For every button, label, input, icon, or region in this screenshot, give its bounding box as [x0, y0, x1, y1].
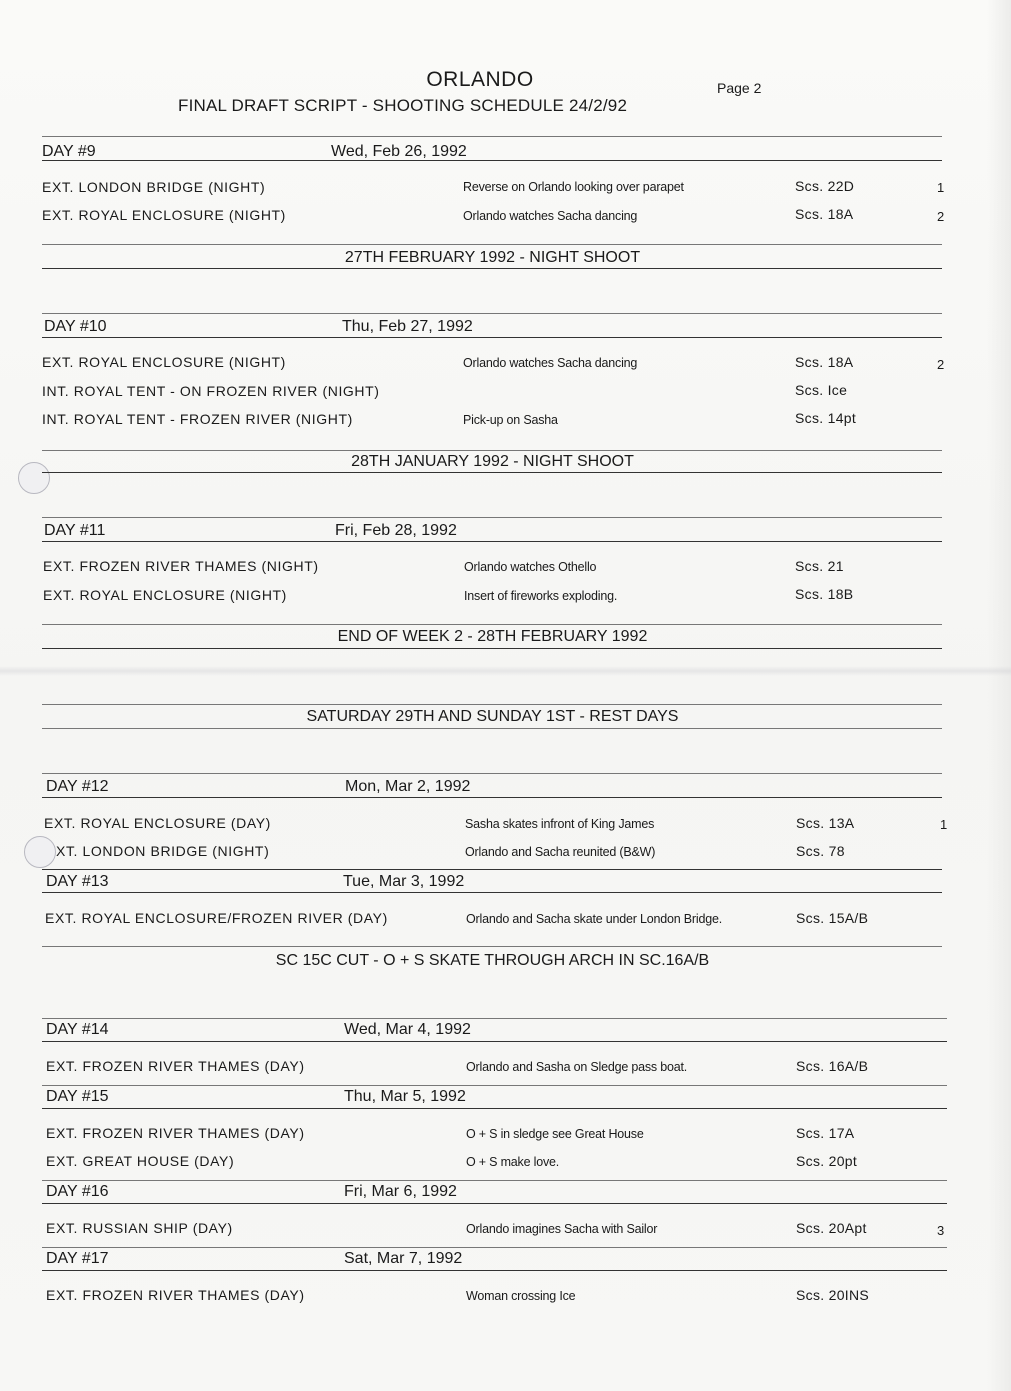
rule: [42, 1018, 947, 1019]
rule: [42, 892, 942, 893]
rule: [42, 797, 942, 798]
scene-number: Scs. 18B: [795, 586, 854, 602]
rule: [42, 728, 942, 729]
day-label: DAY #13: [46, 873, 109, 890]
schedule-banner: 28TH JANUARY 1992 - NIGHT SHOOT: [351, 453, 634, 470]
scene-description: Insert of fireworks exploding.: [464, 589, 618, 603]
day-date: Sat, Mar 7, 1992: [344, 1250, 463, 1267]
rule: [42, 1247, 947, 1248]
rule: [42, 337, 942, 338]
paper-fold-crease: [0, 666, 1011, 676]
scene-number: Scs. 14pt: [795, 410, 857, 426]
scene-location: EXT. FROZEN RIVER THAMES (NIGHT): [43, 558, 319, 574]
day-label: DAY #9: [42, 143, 96, 160]
scene-description: Orlando and Sasha on Sledge pass boat.: [466, 1060, 688, 1074]
scene-number: Scs. Ice: [795, 382, 848, 398]
day-date: Tue, Mar 3, 1992: [343, 873, 465, 890]
document-subtitle: FINAL DRAFT SCRIPT - SHOOTING SCHEDULE 24/2/92: [178, 96, 628, 115]
scene-number: Scs. 22D: [795, 178, 855, 194]
page-count: 2: [937, 357, 945, 372]
scene-description: Woman crossing Ice: [466, 1289, 576, 1303]
day-label: DAY #16: [46, 1183, 109, 1200]
rule: [42, 1270, 947, 1271]
page-number: Page 2: [717, 80, 762, 96]
day-date: Fri, Mar 6, 1992: [344, 1183, 457, 1200]
scene-description: Orlando watches Sacha dancing: [463, 356, 638, 370]
day-date: Wed, Mar 4, 1992: [344, 1021, 471, 1038]
rule: [42, 472, 942, 473]
scene-location: EXT. GREAT HOUSE (DAY): [46, 1153, 235, 1169]
scene-location: EXT. ROYAL ENCLOSURE (NIGHT): [42, 207, 286, 223]
rule: [42, 869, 942, 870]
scene-number: Scs. 18A: [795, 206, 854, 222]
scene-location: EXT. RUSSIAN SHIP (DAY): [46, 1220, 233, 1236]
rule: [42, 136, 942, 137]
page-count: 1: [937, 180, 945, 195]
schedule-banner: SC 15C CUT - O + S SKATE THROUGH ARCH IN SC.16A/B: [275, 952, 710, 969]
scene-description: Sasha skates infront of King James: [465, 817, 655, 831]
rule: [42, 624, 942, 625]
day-date: Wed, Feb 26, 1992: [331, 143, 467, 160]
schedule-banner: END OF WEEK 2 - 28TH FEBRUARY 1992: [337, 628, 648, 645]
page-count: 1: [940, 817, 948, 832]
rule: [42, 1041, 947, 1042]
rule: [42, 313, 942, 314]
scene-description: Orlando and Sacha reunited (B&W): [465, 845, 656, 859]
day-date: Fri, Feb 28, 1992: [335, 522, 457, 539]
rule: [42, 517, 942, 518]
day-label: DAY #11: [44, 522, 106, 539]
rule: [42, 773, 942, 774]
scene-description: Orlando and Sacha skate under London Bridge.: [466, 912, 722, 926]
scene-location: EXT. FROZEN RIVER THAMES (DAY): [46, 1125, 305, 1141]
scene-description: O + S in sledge see Great House: [466, 1127, 644, 1141]
rule: [42, 450, 942, 451]
day-date: Thu, Mar 5, 1992: [344, 1088, 466, 1105]
scene-number: Scs. 16A/B: [796, 1058, 869, 1074]
scene-number: Scs. 20Apt: [796, 1220, 867, 1236]
scene-number: Scs. 20pt: [796, 1153, 858, 1169]
scene-location: EXT. FROZEN RIVER THAMES (DAY): [46, 1058, 305, 1074]
scene-number: Scs. 21: [795, 558, 844, 574]
scene-description: Reverse on Orlando looking over parapet: [463, 180, 684, 194]
rule: [42, 268, 942, 269]
schedule-banner: SATURDAY 29TH AND SUNDAY 1ST - REST DAYS: [306, 708, 679, 725]
rule: [42, 704, 942, 705]
scene-description: O + S make love.: [466, 1155, 560, 1169]
scene-location: EXT. ROYAL ENCLOSURE/FROZEN RIVER (DAY): [45, 910, 388, 926]
scene-location: EXT. ROYAL ENCLOSURE (NIGHT): [42, 354, 286, 370]
rule: [42, 160, 942, 161]
scene-description: Pick-up on Sasha: [463, 413, 558, 427]
scene-number: Scs. 20INS: [796, 1287, 870, 1303]
day-date: Thu, Feb 27, 1992: [342, 318, 473, 335]
day-label: DAY #15: [46, 1088, 109, 1105]
scene-location: INT. ROYAL TENT - ON FROZEN RIVER (NIGHT): [42, 383, 380, 399]
punch-hole: [24, 836, 56, 868]
scene-description: Orlando watches Sacha dancing: [463, 209, 638, 223]
scene-number: Scs. 15A/B: [796, 910, 869, 926]
rule: [42, 1180, 947, 1181]
day-label: DAY #14: [46, 1021, 109, 1038]
page-count: 2: [937, 209, 945, 224]
scene-description: Orlando imagines Sacha with Sailor: [466, 1222, 658, 1236]
rule: [42, 648, 942, 649]
scene-location: INT. ROYAL TENT - FROZEN RIVER (NIGHT): [42, 411, 353, 427]
scene-location: EXT. LONDON BRIDGE (NIGHT): [42, 179, 266, 195]
day-label: DAY #10: [44, 318, 107, 335]
scene-number: Scs. 17A: [796, 1125, 855, 1141]
paper-edge-shadow: [987, 0, 1011, 1391]
rule: [42, 541, 942, 542]
rule: [42, 1108, 947, 1109]
rule: [42, 244, 942, 245]
day-label: DAY #12: [46, 778, 109, 795]
document-title: ORLANDO: [426, 68, 534, 91]
rule: [42, 1203, 947, 1204]
day-label: DAY #17: [46, 1250, 109, 1267]
rule: [42, 1085, 947, 1086]
day-date: Mon, Mar 2, 1992: [345, 778, 471, 795]
scene-description: Orlando watches Othello: [464, 560, 597, 574]
scene-number: Scs. 78: [796, 843, 845, 859]
rule: [42, 946, 942, 947]
scene-number: Scs. 13A: [796, 815, 855, 831]
page-count: 3: [937, 1223, 945, 1238]
scene-location: EXT. FROZEN RIVER THAMES (DAY): [46, 1287, 305, 1303]
scene-number: Scs. 18A: [795, 354, 854, 370]
scene-location: EXT. ROYAL ENCLOSURE (NIGHT): [43, 587, 287, 603]
schedule-banner: 27TH FEBRUARY 1992 - NIGHT SHOOT: [344, 249, 641, 266]
scene-location: EXT. ROYAL ENCLOSURE (DAY): [44, 815, 271, 831]
scene-location: XT. LONDON BRIDGE (NIGHT): [56, 843, 270, 859]
